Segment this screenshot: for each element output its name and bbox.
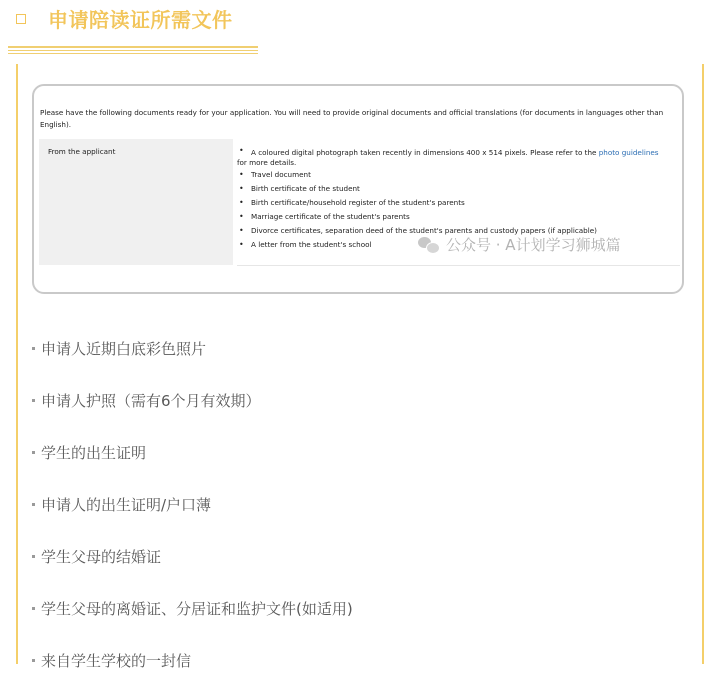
watermark-text: 公众号 · A计划学习狮城篇 [446, 236, 621, 254]
bullet-icon: • [239, 226, 244, 235]
wechat-icon [418, 236, 440, 254]
list-item-text: Marriage certificate of the student's parents [251, 212, 410, 221]
requirements-list [32, 322, 672, 686]
list-item [32, 582, 672, 634]
list-item [32, 374, 672, 426]
bullet-icon [32, 607, 35, 610]
watermark [418, 234, 621, 255]
photo-guidelines-link[interactable]: photo guidelines [598, 148, 659, 157]
bullet-icon: • [239, 198, 244, 207]
table-label-cell [39, 139, 233, 265]
list-item-text: 学生的出生证明 [41, 443, 147, 462]
list-item-text: Birth certificate/household register of the student's parents [251, 198, 465, 207]
list-item [237, 196, 677, 210]
square-outline-icon [16, 14, 26, 24]
list-item-text: Birth certificate of the student [251, 184, 360, 193]
list-item-text: 申请人近期白底彩色照片 [41, 339, 207, 358]
section-title: 申请陪读证所需文件 [48, 8, 233, 32]
list-item-text: 学生父母的离婚证、分居证和监护文件(如适用) [41, 599, 353, 618]
list-item [237, 146, 677, 168]
bullet-icon: • [239, 240, 244, 249]
bullet-icon [32, 451, 35, 454]
list-item-text: 申请人的出生证明/户口薄 [41, 495, 212, 514]
list-item-text: 来自学生学校的一封信 [41, 651, 192, 670]
list-item [32, 530, 672, 582]
list-item [237, 168, 677, 182]
bullet-icon: • [239, 184, 244, 193]
list-item [32, 426, 672, 478]
list-item [32, 478, 672, 530]
bullet-icon [32, 659, 35, 662]
list-item-text: Divorce certificates, separation deed of the student's parents and custody papers (if applicable) [251, 226, 597, 235]
bullet-icon: • [239, 212, 244, 221]
bullet-icon [32, 399, 35, 402]
bullet-icon: • [239, 146, 244, 155]
bullet-icon: • [239, 170, 244, 179]
list-item [237, 182, 677, 196]
bullet-icon [32, 555, 35, 558]
section-heading [16, 4, 233, 33]
list-item-text: A letter from the student's school [251, 240, 372, 249]
bullet-icon [32, 347, 35, 350]
list-item [32, 634, 672, 686]
photo-requirement-text: A coloured digital photograph taken recently in dimensions 400 x 514 pixels. Please refer to the [251, 148, 599, 157]
document-intro-text: Please have the following documents ready for your application. You will need to provide original documents and official translations (for documents in languages other than English). [40, 108, 664, 129]
document-screenshot-card [32, 84, 684, 294]
list-item [32, 322, 672, 374]
list-item-text: Travel document [251, 170, 311, 179]
title-underline [8, 46, 258, 56]
photo-requirement-continued: for more details. [237, 158, 297, 167]
row-label: From the applicant [48, 147, 116, 156]
bullet-icon [32, 503, 35, 506]
list-item [237, 210, 677, 224]
list-item-text: 学生父母的结婚证 [41, 547, 162, 566]
list-item-text: 申请人护照（需有6个月有效期） [41, 391, 261, 410]
